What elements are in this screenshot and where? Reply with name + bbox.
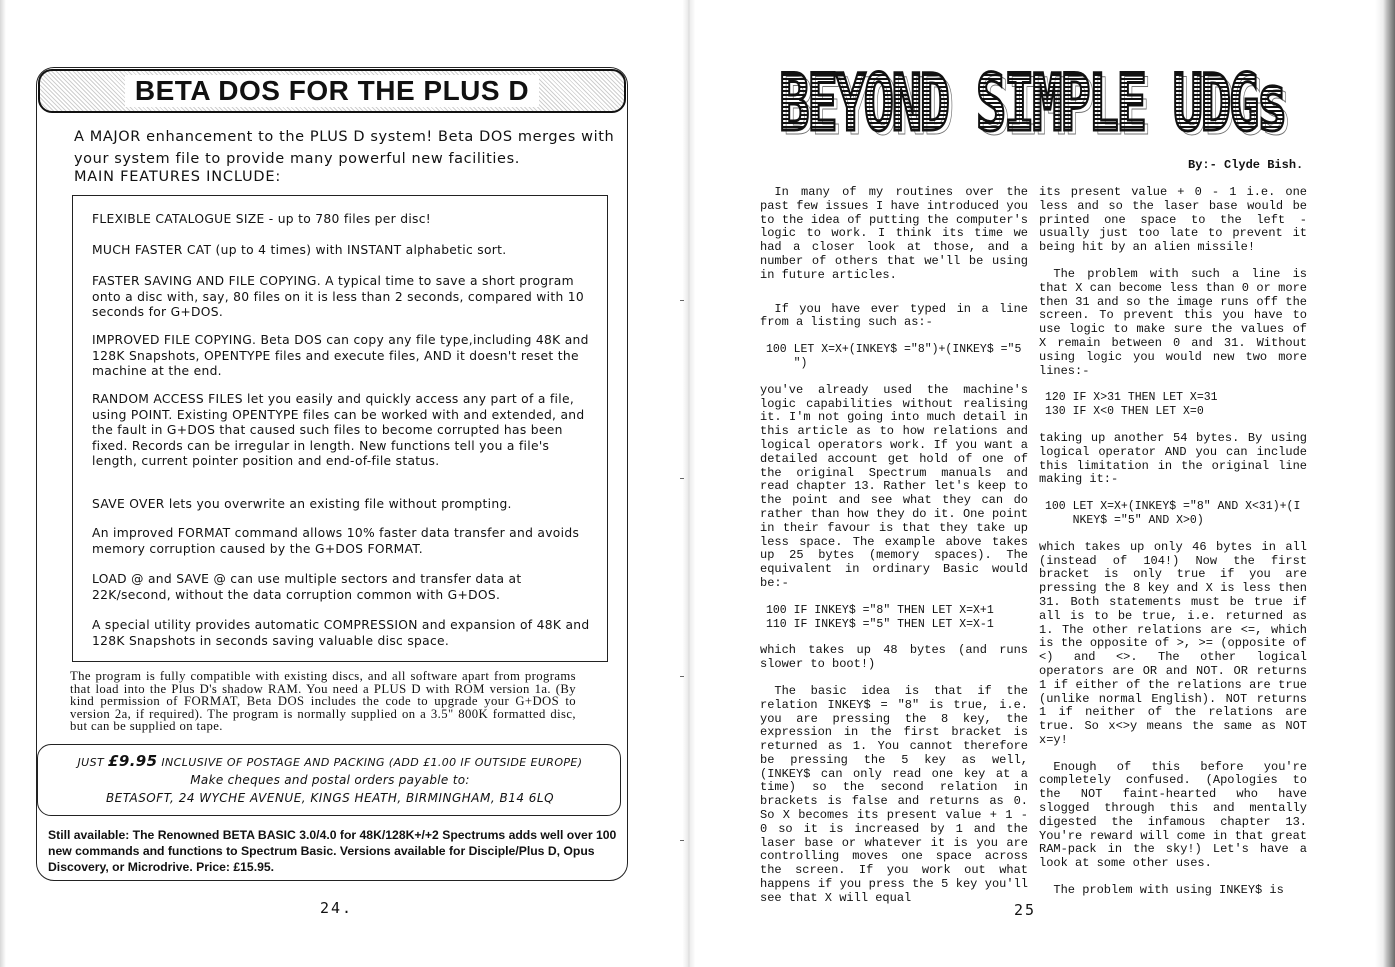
- paragraph: The basic idea is that if the relation INKEY$ = "8" is true, i.e. you are pressing the 8 key, the expression in the first bracket is returned as 1. You cannot therefore be pressing the 5 key as well, (INKEY$ can only read one key at a time) so the second relation in brackets is false and returns as 0. So X becomes its present value + 1 - 0 so it is increased by 1 and the laser base or whatever it is you are controlling moves one space across the screen. If you work out what happens if you press the 5 key you'll see that X will equal: [760, 683, 1028, 905]
- paragraph: its present value + 0 - 1 i.e. one less and so the laser base would be printed one space to the left - usually just too late to prevent it being hit by an alien missile!: [1039, 185, 1307, 255]
- article-headline: [772, 58, 1292, 144]
- page-edge-shadow: [0, 0, 6, 967]
- compatibility-text: The program is fully compatible with existing discs, and all software apart from programs that load into the Plus D's shadow RAM. You need a PLUS D with ROM version 1a. (By kind permission of FORMAT, Beta DOS includes the code to upgrade your G+DOS to version 2a, if required). The program is normally supplied on a 3.5" 800K formatted disc, but can be supplied on tape.: [70, 669, 576, 734]
- code-listing: 100 LET X=X+(INKEY$ ="8")+(INKEY$ ="5 "): [766, 343, 1022, 370]
- scan-mark: [680, 478, 684, 479]
- page-number-right: 25: [1014, 901, 1037, 919]
- paragraph: In many of my routines over the past few issues I have introduced you to the idea of putting the computer's logic to work. I think its time we had a closer look at those, and a number of others that we'll be using in future articles.: [760, 185, 1028, 282]
- feature-item: A special utility provides automatic COMPRESSION and expansion of 48K and 128K Snapshots in seconds saving valuable disc space.: [92, 618, 590, 648]
- beta-basic-text: Still available: The Renowned BETA BASIC 3.0/4.0 for 48K/128K+/+2 Spectrums adds well over 100 new commands and functions to Spectrum Basic. Versions available for Disciple/Plus D, Opus Discovery, or Microdrive. Price: £15.95.: [48, 828, 617, 874]
- book-spine: [683, 0, 695, 967]
- paragraph: Enough of this before you're completely confused. (Apologies to the NOT faint-hearted who have slogged through this and mentally digested the infamous chapter 13. You're reward will come in that great RAM-pack in the sky!) Let's have a look at some other uses.: [1039, 759, 1307, 871]
- paragraph: which takes up only 46 bytes in all (instead of 104!) Now the first bracket is only true if you are pressing the 8 key and X is less then 31. Both statements must be true if all is to be true, i.e. returned as 1. The other relations are <=, which is the opposite of >, >= (opposite of <) and <>. The other logical operators are OR and NOT. OR returns 1 if either of the relations are true (unlike normal English). NOT returns 1 if neither of the relations are true. So x<>y means the same as NOT x=y!: [1039, 539, 1307, 747]
- payable-text: Make cheques and postal orders payable to:: [190, 773, 470, 787]
- article-column-left: [760, 186, 1028, 919]
- address-text: BETASOFT, 24 WYCHE AVENUE, KINGS HEATH, BIRMINGHAM, B14 6LQ: [105, 791, 555, 805]
- feature-item: SAVE OVER lets you overwrite an existing file without prompting.: [92, 497, 512, 511]
- price-suffix: INCLUSIVE OF POSTAGE AND PACKING (ADD £1.00 IF OUTSIDE EUROPE): [157, 756, 583, 769]
- code-listing: 100 LET X=X+(INKEY$ ="8" AND X<31)+(I NKEY$ ="5" AND X>0): [1045, 500, 1301, 527]
- scan-mark: [680, 300, 684, 301]
- svg-text:BEYOND SIMPLE UDGs: BEYOND SIMPLE UDGs: [783, 63, 1289, 144]
- feature-item: An improved FORMAT command allows 10% faster data transfer and avoids memory corruption caused by the G+DOS FORMAT.: [92, 526, 580, 556]
- price-line: [40, 752, 620, 770]
- paragraph: which takes up 48 bytes (and runs slower to boot!): [760, 643, 1028, 672]
- feature-item: FLEXIBLE CATALOGUE SIZE - up to 780 files per disc!: [92, 212, 432, 226]
- feature-item: IMPROVED FILE COPYING. Beta DOS can copy any file type,including 48K and 128K Snapshots, OPENTYPE files and execute files, AND it doesn't reset the machine at the end.: [92, 333, 589, 378]
- paragraph: The problem with such a line is that X can become less than 0 or more then 31 and so the image runs off the screen. To prevent this you have to use logic to make sure the values of X remain between 0 and 31. Without using logic you would new two more lines:-: [1039, 266, 1307, 378]
- paragraph: you've already used the machine's logic capabilities without realising it. I'm not going into much detail in this article as to how relations and logical operators work. If you want a detailed account get hold of one of the original Spectrum manuals and read chapter 13. Rather let's keep to the point and see what they can do rather than how they do it. One point in their favour is that they take up less space. The example above takes up 25 bytes (memory spaces). The equivalent in ordinary Basic would be:-: [760, 382, 1028, 590]
- price-prefix: JUST: [77, 756, 109, 769]
- advert-title: BETA DOS FOR THE PLUS D: [125, 75, 539, 107]
- advert-title-bar: [38, 69, 626, 113]
- feature-item: FASTER SAVING AND FILE COPYING. A typical time to save a short program onto a disc with, say, 80 files on it is less than 2 seconds, compared with 10 seconds for G+DOS.: [92, 274, 585, 319]
- feature-item: MUCH FASTER CAT (up to 4 times) with INSTANT alphabetic sort.: [92, 243, 507, 257]
- advert-intro: A MAJOR enhancement to the PLUS D system! Beta DOS merges with your system file to provide many powerful new facilities.: [74, 129, 615, 167]
- paragraph: If you have ever typed in a line from a listing such as:-: [760, 301, 1028, 330]
- feature-item: RANDOM ACCESS FILES let you easily and quickly access any part of a file, using POINT. Existing OPENTYPE files can be worked with and extended, and the fault in G+DOS that caused such files to become corrupted has been fixed. Records can be irregular in length. New functions tell you a file's length, current pointer position and end-of-file status.: [92, 392, 585, 468]
- page-number-left: 24.: [320, 899, 354, 917]
- svg-text:BEYOND SIMPLE UDGs: BEYOND SIMPLE UDGs: [779, 59, 1285, 144]
- page-edge-shadow: [1375, 0, 1395, 967]
- scan-mark: [680, 840, 684, 841]
- feature-item: LOAD @ and SAVE @ can use multiple sectors and transfer data at 22K/second, without the data corruption common with G+DOS.: [92, 572, 522, 602]
- paragraph: taking up another 54 bytes. By using logical operator AND you can include this limitation in the original line making it:-: [1039, 430, 1307, 487]
- price: £9.95: [108, 752, 158, 770]
- main-features-heading: MAIN FEATURES INCLUDE:: [74, 169, 282, 185]
- article-column-right: [1039, 186, 1307, 911]
- byline: By:- Clyde Bish.: [1188, 158, 1304, 172]
- code-listing: 120 IF X>31 THEN LET X=31 130 IF X<0 THEN LET X=0: [1045, 391, 1218, 419]
- paragraph: The problem with using INKEY$ is: [1053, 883, 1284, 898]
- code-listing: 100 IF INKEY$ ="8" THEN LET X=X+1 110 IF INKEY$ ="5" THEN LET X=X-1: [766, 603, 994, 631]
- scan-mark: [680, 676, 684, 677]
